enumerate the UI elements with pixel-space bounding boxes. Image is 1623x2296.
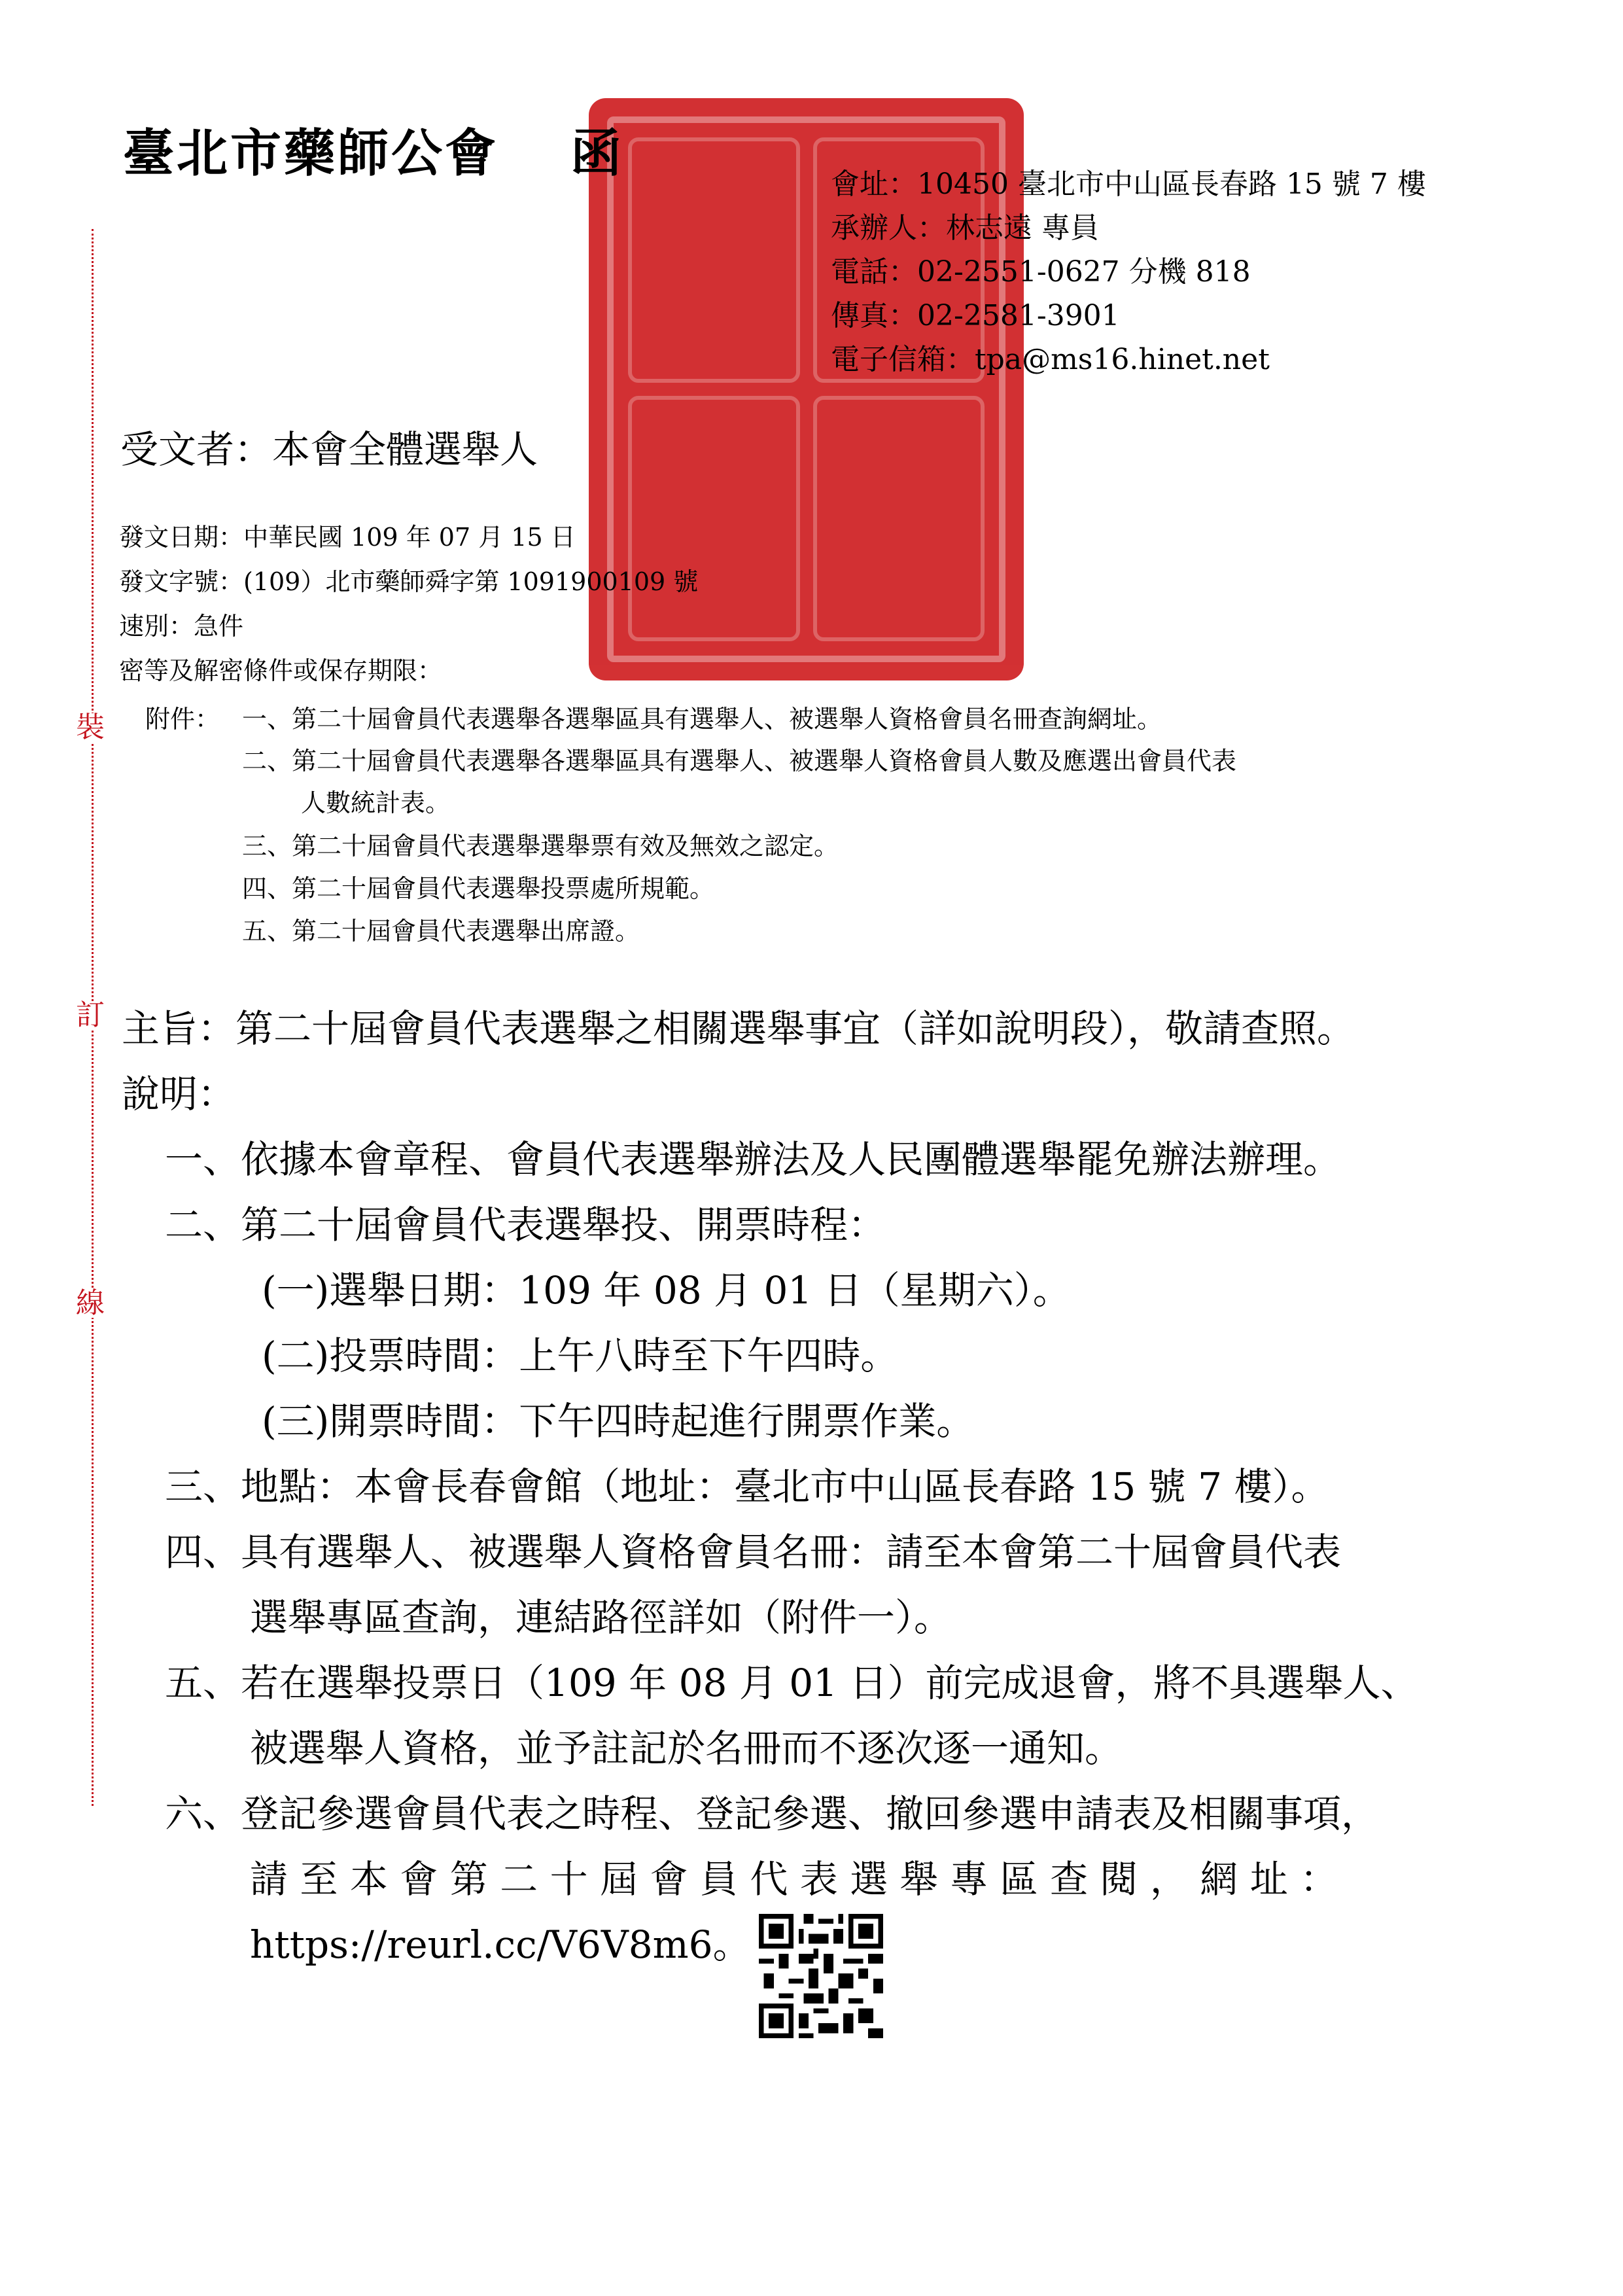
document-number: 發文字號：(109）北市藥師舜字第 1091900109 號 — [119, 567, 699, 596]
explanation-url-intro: 請 至 本 會 第 二 十 屆 會 員 代 表 選 舉 專 區 查 閱 ， 網 址 ： — [250, 1857, 1338, 1901]
explanation-line: 六、登記參選會員代表之時程、登記參選、撤回參選申請表及相關事項， — [165, 1792, 1380, 1836]
explanation-continuation — [250, 1848, 1499, 1903]
explanation-continuation: 選舉專區查詢，連結路徑詳如（附件一）。 — [250, 1595, 952, 1640]
issue-date: 發文日期：中華民國 109 年 07 月 15 日 — [119, 523, 576, 552]
explanation-line: 一、依據本會章程、會員代表選舉辦法及人民團體選舉罷免辦法辦理。 — [165, 1137, 1342, 1182]
contact-phone: 電話：02-2551-0627 分機 818 — [831, 255, 1251, 289]
speed-category: 速別：急件 — [119, 612, 244, 641]
attachments-label: 附件： — [145, 705, 220, 733]
org-name: 臺北市藥師公會 — [123, 124, 499, 183]
explanation-continuation: 被選舉人資格，並予註記於名冊而不逐次逐一通知。 — [250, 1726, 1123, 1771]
explanation-subline: (一)選舉日期：109 年 08 月 01 日（星期六）。 — [262, 1268, 1071, 1313]
qr-code-icon — [759, 1914, 883, 2038]
attachment-item: 一、第二十屆會員代表選舉各選舉區具有選舉人、被選舉人資格會員名冊查詢網址。 — [242, 705, 1162, 733]
attachment-item: 人數統計表。 — [301, 788, 451, 817]
explanation-heading: 說明： — [122, 1072, 236, 1116]
contact-handler: 承辦人：林志遠 專員 — [831, 211, 1099, 245]
contact-fax: 傳真：02-2581-3901 — [831, 299, 1120, 332]
binding-char-zhuang: 裝 — [76, 711, 105, 744]
doc-type: 函 — [570, 124, 625, 183]
attachment-item: 四、第二十屆會員代表選舉投票處所規範。 — [242, 874, 715, 903]
explanation-url[interactable]: https://reurl.cc/V6V8m6。 — [250, 1922, 751, 1967]
explanation-line: 二、第二十屆會員代表選舉投、開票時程： — [165, 1203, 886, 1247]
explanation-line: 五、若在選舉投票日（109 年 08 月 01 日）前完成退會，將不具選舉人、 — [165, 1661, 1419, 1705]
explanation-line: 四、具有選舉人、被選舉人資格會員名冊：請至本會第二十屆會員代表 — [165, 1530, 1342, 1574]
explanation-line: 三、地點：本會長春會館（地址：臺北市中山區長春路 15 號 7 樓）。 — [165, 1464, 1329, 1509]
contact-address: 會址：10450 臺北市中山區長春路 15 號 7 樓 — [831, 168, 1426, 201]
binding-char-xian: 線 — [76, 1286, 105, 1320]
document-header — [123, 113, 624, 186]
contact-email: 電子信箱：tpa@ms16.hinet.net — [831, 343, 1270, 376]
explanation-subline: (三)開票時間：下午四時起進行開票作業。 — [262, 1399, 975, 1443]
recipient: 受文者：本會全體選舉人 — [120, 427, 538, 472]
subject: 主旨：第二十屆會員代表選舉之相關選舉事宜（詳如說明段），敬請查照。 — [122, 1006, 1355, 1051]
attachment-item: 五、第二十屆會員代表選舉出席證。 — [242, 917, 640, 945]
secrecy-level: 密等及解密條件或保存期限： — [119, 656, 443, 685]
binding-char-ding: 訂 — [76, 998, 105, 1032]
explanation-subline: (二)投票時間：上午八時至下午四時。 — [262, 1333, 899, 1378]
attachment-item: 二、第二十屆會員代表選舉各選舉區具有選舉人、被選舉人資格會員人數及應選出會員代表 — [242, 747, 1237, 775]
attachment-item: 三、第二十屆會員代表選舉選舉票有效及無效之認定。 — [242, 832, 839, 860]
